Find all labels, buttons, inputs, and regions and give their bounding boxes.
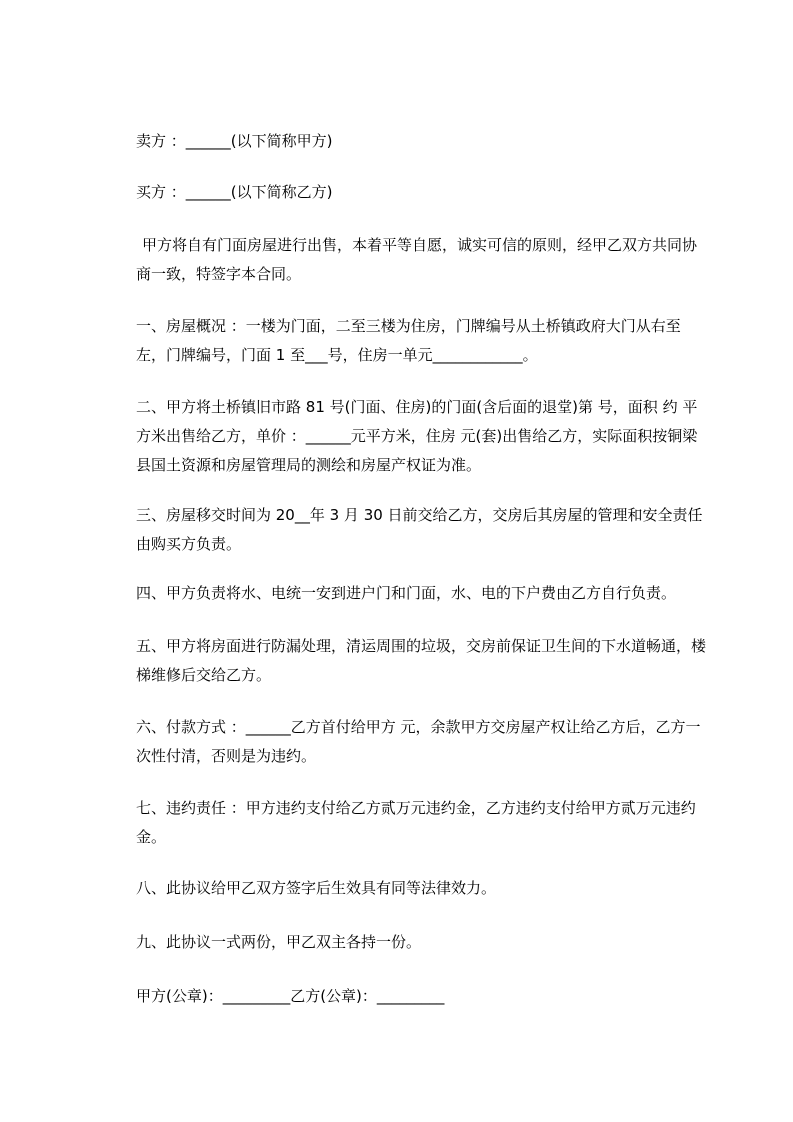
clause-4: 四、甲方负责将水、电统一安到进户门和门面，水、电的下户费由乙方自行负责。 [136,584,677,602]
seller-line: 卖方 ：______(以下简称甲方) [136,132,333,150]
clause-2: 二、甲方将土桥镇旧市路 81 号(门面、住房)的门面(含后面的退堂)第 号，面积 约 平方米出售给乙方，单价 ：______元平方米，住房 元(套)出售给乙方，实际面积按铜梁县国土资源和房屋管理局的测绘和房屋产权证为准。 [136,398,698,474]
clause-6: 六、付款方式 ：______乙方首付给甲方 元，余款甲方交房屋产权让给乙方后，乙方一次性付清，否则是为违约。 [136,718,701,765]
intro-paragraph: 甲方将自有门面房屋进行出售，本着平等自愿，诚实可信的原则，经甲乙双方共同协商一致，特签字本合同。 [136,236,698,283]
clause-9: 九、此协议一式两份，甲乙双主各持一份。 [136,933,422,951]
clause-3: 三、房屋移交时间为 20__年 3 月 30 日前交给乙方，交房后其房屋的管理和安全责任由购买方负责。 [136,506,703,553]
buyer-line: 买方 ：______(以下简称乙方) [136,183,333,201]
clause-1: 一、房屋概况 ：一楼为门面，二至三楼为住房，门牌编号从土桥镇政府大门从右至左，门牌编号，门面 1 至___号，住房一单元____________。 [136,317,681,364]
clause-8: 八、此协议给甲乙双方签字后生效具有同等法律效力。 [136,879,497,897]
clause-7: 七、违约责任 ：甲方违约支付给乙方贰万元违约金，乙方违约支付给甲方贰万元违约金。 [136,799,696,846]
signature-line: 甲方(公章)：_________乙方(公章)：_________ [136,987,445,1005]
clause-5: 五、甲方将房面进行防漏处理，清运周围的垃圾，交房前保证卫生间的下水道畅通，楼梯维修后交给乙方。 [136,637,707,684]
